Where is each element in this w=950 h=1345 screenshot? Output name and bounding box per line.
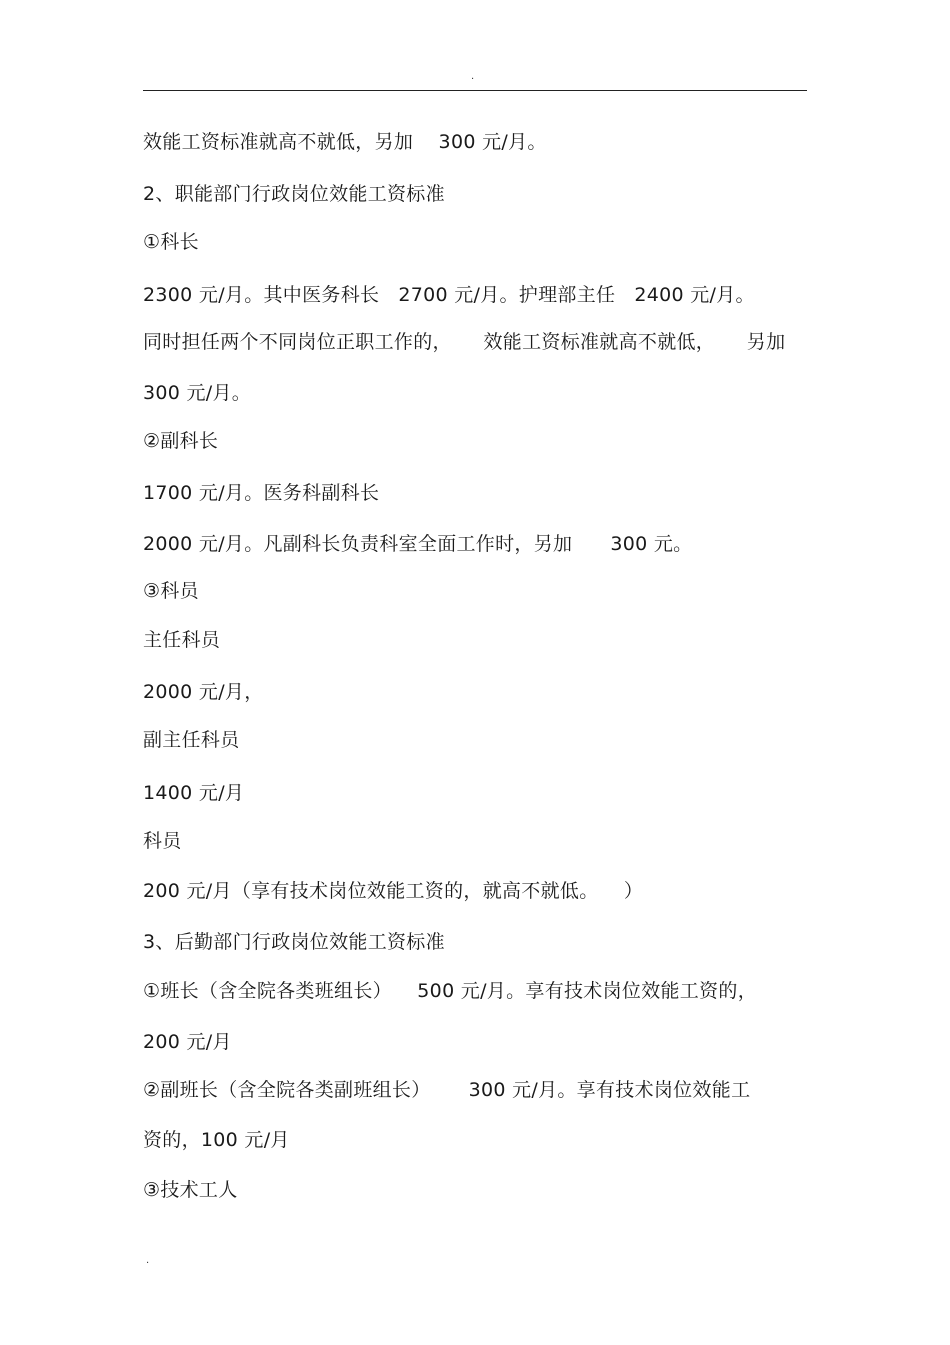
text-line-21: 资的，100 元/月: [143, 1129, 290, 1151]
text-line-4: 2300 元/月。其中医务科长 2700 元/月。护理部主任 2400 元/月。: [143, 284, 755, 306]
subheading-staff: ③科员: [143, 580, 199, 602]
text-line-18: ①班长（含全院各类班组长） 500 元/月。享有技术岗位效能工资的，: [143, 980, 757, 1002]
text-line-15: 科员: [143, 830, 182, 852]
subheading-section-chief: ①科长: [143, 231, 199, 253]
text-line-8: 1700 元/月。医务科副科长: [143, 482, 380, 504]
text-line-1: 效能工资标准就高不就低，另加 300 元/月。: [143, 131, 547, 153]
header-mark: .: [471, 71, 475, 82]
text-line-19: 200 元/月: [143, 1031, 232, 1053]
subheading-technical-workers: ③技术工人: [143, 1179, 238, 1201]
footer-mark: .: [146, 1255, 150, 1266]
text-line-13: 副主任科员: [143, 729, 240, 751]
section-heading-3: 3、后勤部门行政岗位效能工资标准: [143, 931, 445, 953]
section-heading-2: 2、职能部门行政岗位效能工资标准: [143, 183, 445, 205]
text-line-20: ②副班长（含全院各类副班组长） 300 元/月。享有技术岗位效能工: [143, 1079, 751, 1101]
text-line-6: 300 元/月。: [143, 382, 252, 404]
text-line-12: 2000 元/月，: [143, 681, 264, 703]
subheading-deputy-chief: ②副科长: [143, 430, 219, 452]
text-line-14: 1400 元/月: [143, 782, 245, 804]
header-rule: [143, 90, 807, 91]
text-line-9: 2000 元/月。凡副科长负责科室全面工作时，另加 300 元。: [143, 533, 693, 555]
text-line-5: 同时担任两个不同岗位正职工作的， 效能工资标准就高不就低， 另加: [143, 331, 786, 353]
text-line-16: 200 元/月（享有技术岗位效能工资的，就高不就低。 ）: [143, 880, 644, 902]
text-line-11: 主任科员: [143, 629, 221, 651]
